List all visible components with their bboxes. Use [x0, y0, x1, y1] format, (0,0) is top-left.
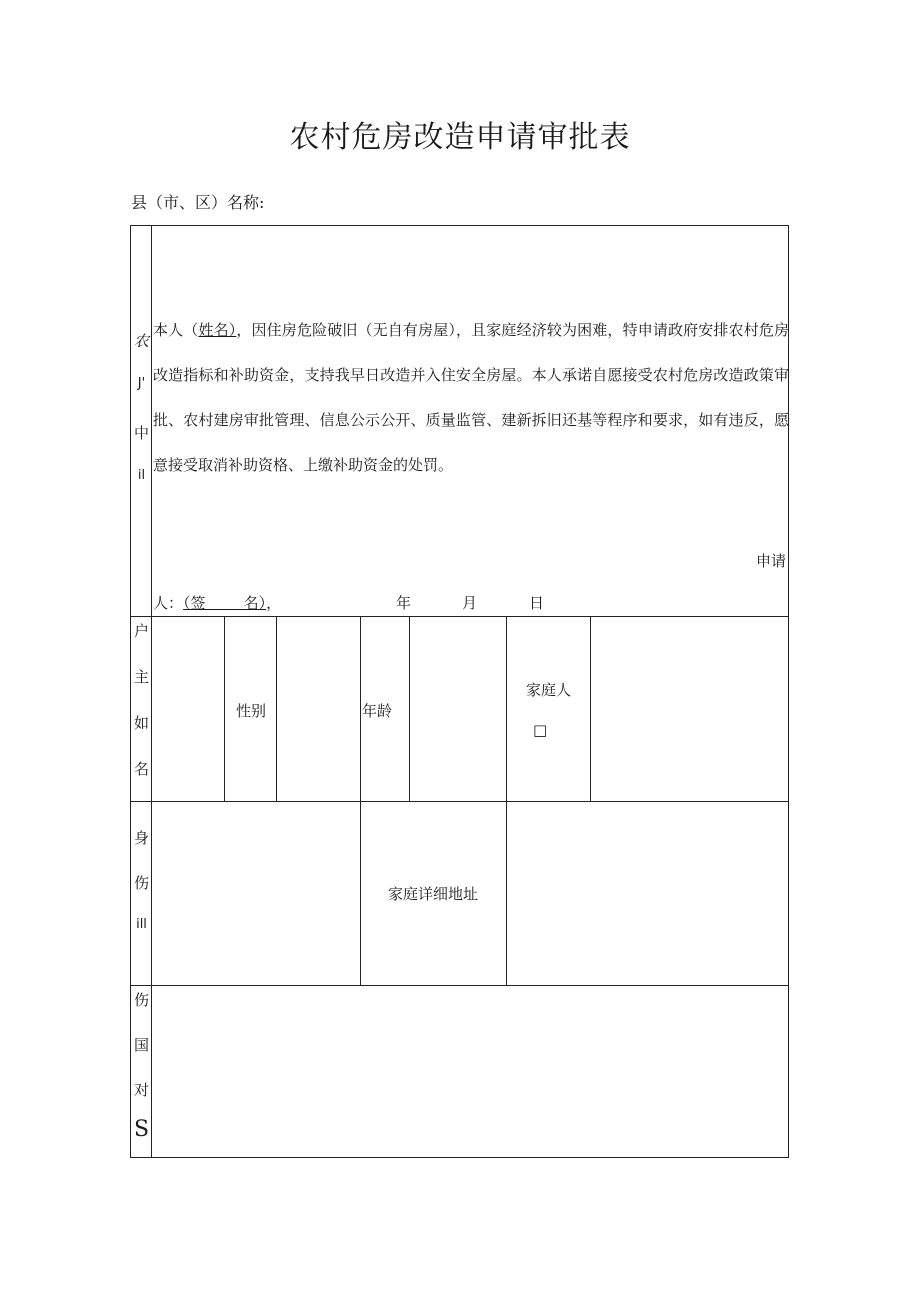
section1-side-char: J' — [137, 376, 146, 391]
section4-side-char: 国 — [133, 1036, 149, 1054]
section2-side-char: 名 — [133, 760, 149, 778]
signature-line — [153, 592, 281, 613]
application-statement — [153, 308, 789, 488]
gender-field[interactable] — [277, 617, 360, 801]
section2-side-char: 户 — [133, 622, 149, 640]
address-label: 家庭详细地址 — [388, 885, 479, 903]
county-name-label: 县（市、区）名称: — [131, 193, 265, 212]
id-number-field[interactable] — [152, 802, 360, 985]
signature-field[interactable]: （签 名） — [183, 594, 267, 612]
section3-side-char: ill — [136, 917, 147, 932]
date-month-label: 月 — [462, 594, 478, 612]
family-members-label: 家庭人 — [526, 681, 572, 699]
date-day-label: 日 — [529, 594, 545, 612]
section3-side-char: 伤 — [133, 874, 149, 892]
section2-side-char: 主 — [133, 668, 149, 686]
section3-side-char: 身 — [133, 829, 149, 847]
age-label: 年龄 — [362, 702, 393, 720]
section4-side-char: 伤 — [133, 991, 149, 1009]
statement-body: ，因住房危险破旧（无自有房屋），且家庭经济较为困难，特申请政府安排农村危房改造指标和补助资金，支持我早日改造并入住安全房屋。本人承诺自愿接受农村危房改造政策审批、农村建房审批管理、信息公示公开、质量监管、建新拆旧还基等程序和要求，如有违反，愿意接受取消补助资格、上缴补助资金的处罚。 — [153, 321, 789, 474]
section1-side-char: 农 — [133, 332, 149, 350]
row2-divider — [224, 616, 225, 801]
section2-side-char: 如 — [133, 714, 149, 732]
assessment-field[interactable] — [152, 986, 788, 1157]
applicant-name-field[interactable]: 姓名） — [198, 321, 237, 339]
signature-prefix-left: 人： — [153, 594, 184, 612]
household-name-field[interactable] — [152, 617, 224, 801]
signature-prefix-right: 申请 — [755, 552, 786, 570]
section4-side-char: 对 — [133, 1081, 149, 1099]
age-field[interactable] — [410, 617, 506, 801]
section1-side-char: 中 — [133, 424, 149, 442]
gender-label: 性别 — [236, 702, 267, 720]
date-year-label: 年 — [396, 594, 412, 612]
address-field[interactable] — [507, 802, 788, 985]
family-members-field[interactable] — [591, 617, 788, 801]
signature-comma: ， — [266, 594, 282, 612]
page-title: 农村危房改造申请审批表 — [289, 120, 631, 155]
family-members-checkbox[interactable]: □ — [533, 721, 548, 739]
section1-side-char: il — [137, 468, 146, 483]
statement-prefix: 本人（ — [153, 321, 199, 339]
row2-divider — [360, 616, 361, 986]
application-form-table — [130, 225, 789, 1158]
section4-side-char: S — [133, 1117, 150, 1142]
